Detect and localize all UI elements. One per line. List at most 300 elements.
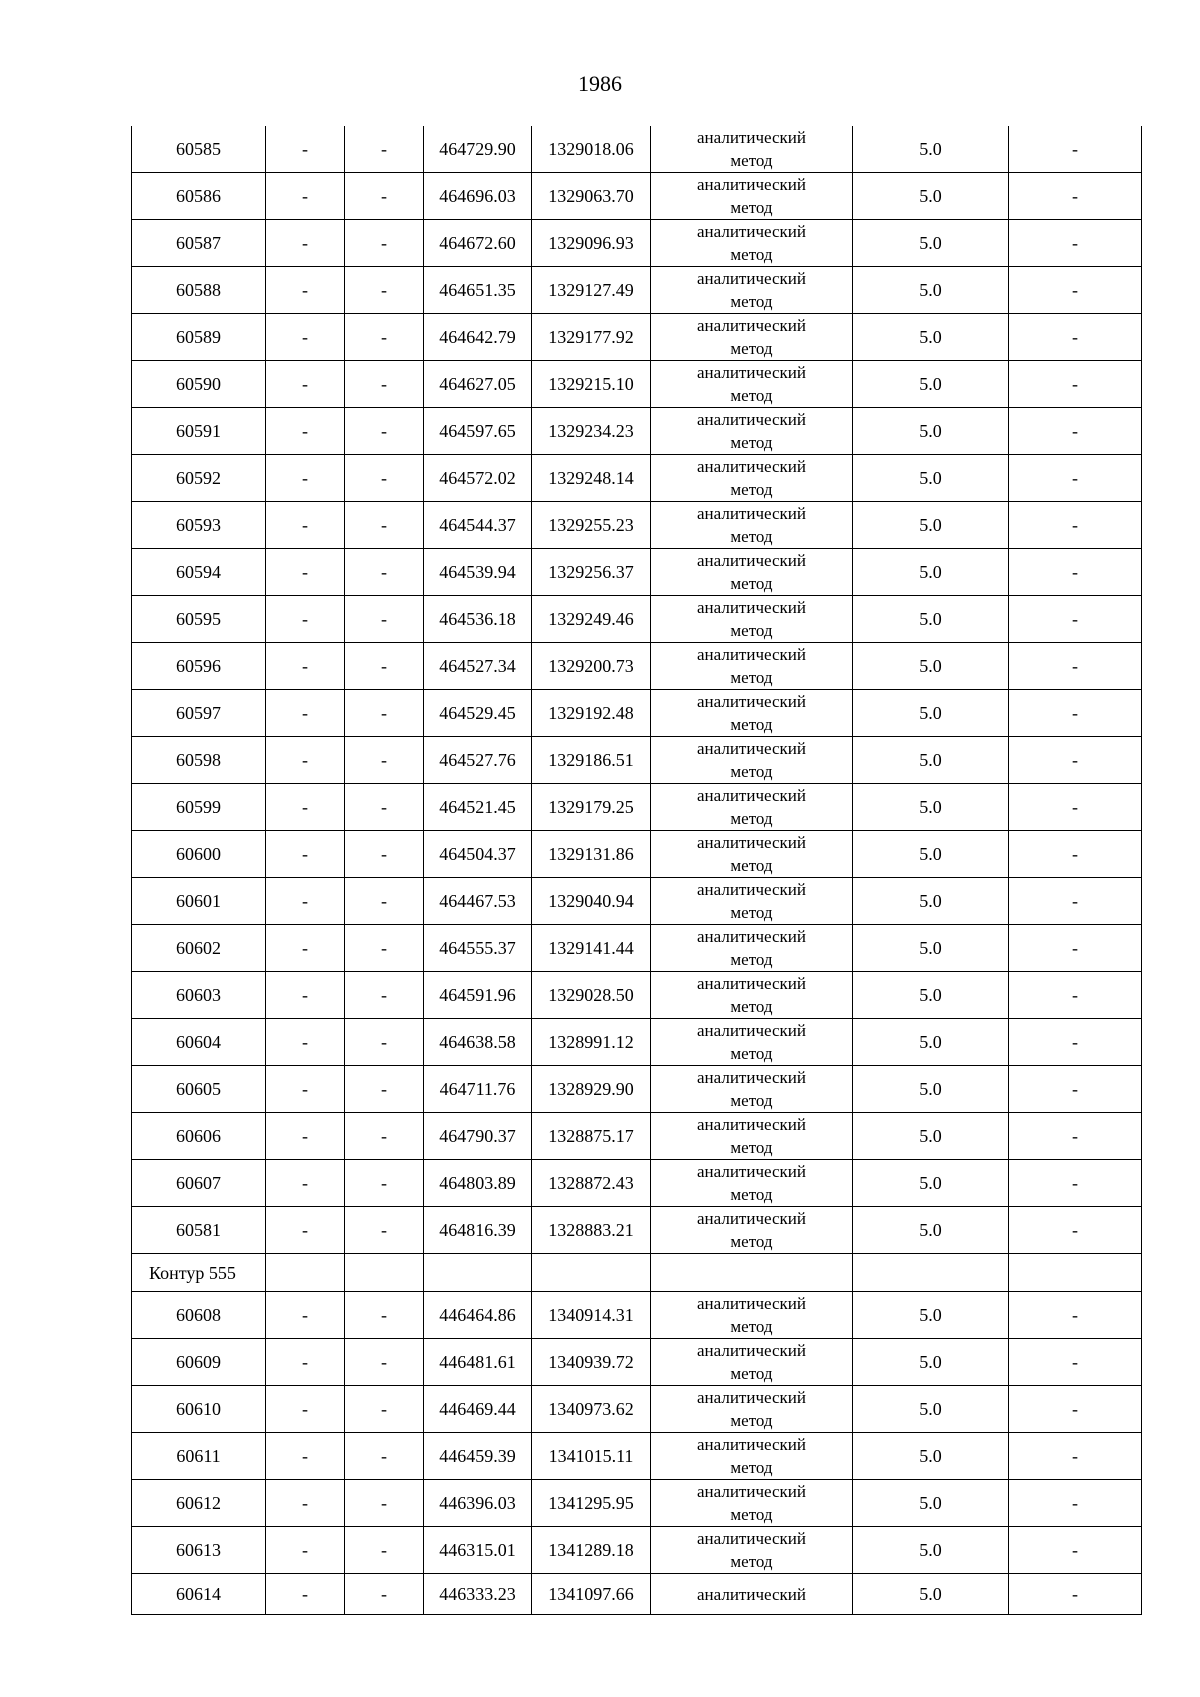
table-row	[132, 1480, 1142, 1527]
dash-cell: -	[266, 1292, 345, 1339]
y-coordinate-cell: 1329018.06	[532, 126, 651, 173]
accuracy-cell: 5.0	[853, 1019, 1009, 1066]
dash-cell: -	[345, 878, 424, 925]
point-number-cell: 60606	[132, 1113, 266, 1160]
note-cell: -	[1009, 220, 1142, 267]
accuracy-cell: 5.0	[853, 1113, 1009, 1160]
method-line: метод	[730, 1458, 773, 1477]
x-coordinate-cell: 464651.35	[424, 267, 532, 314]
empty-cell	[651, 1254, 853, 1292]
point-number-cell: 60605	[132, 1066, 266, 1113]
accuracy-cell: 5.0	[853, 267, 1009, 314]
point-number-cell: 60590	[132, 361, 266, 408]
method-line: аналитический	[697, 175, 806, 194]
dash-cell: -	[266, 455, 345, 502]
x-coordinate-cell: 464803.89	[424, 1160, 532, 1207]
method-line: метод	[730, 1138, 773, 1157]
y-coordinate-cell: 1341015.11	[532, 1433, 651, 1480]
dash-cell: -	[345, 1160, 424, 1207]
note-cell: -	[1009, 549, 1142, 596]
dash-cell: -	[345, 1386, 424, 1433]
y-coordinate-cell: 1341289.18	[532, 1527, 651, 1574]
method-cell	[651, 784, 853, 831]
dash-cell: -	[266, 737, 345, 784]
method-line: метод	[730, 621, 773, 640]
x-coordinate-cell: 446459.39	[424, 1433, 532, 1480]
method-line: аналитический	[697, 1482, 806, 1501]
table-row	[132, 690, 1142, 737]
dash-cell: -	[345, 643, 424, 690]
method-line: аналитический	[697, 598, 806, 617]
accuracy-cell: 5.0	[853, 878, 1009, 925]
dash-cell: -	[266, 1160, 345, 1207]
method-cell	[651, 1386, 853, 1433]
y-coordinate-cell: 1329248.14	[532, 455, 651, 502]
table-row	[132, 596, 1142, 643]
dash-cell: -	[345, 1113, 424, 1160]
point-number-cell: 60585	[132, 126, 266, 173]
dash-cell: -	[266, 1480, 345, 1527]
method-line: метод	[730, 339, 773, 358]
point-number-cell: 60610	[132, 1386, 266, 1433]
note-cell: -	[1009, 1160, 1142, 1207]
y-coordinate-cell: 1329141.44	[532, 925, 651, 972]
accuracy-cell: 5.0	[853, 784, 1009, 831]
note-cell: -	[1009, 925, 1142, 972]
method-line: аналитический	[697, 1341, 806, 1360]
dash-cell: -	[345, 972, 424, 1019]
method-line: аналитический	[697, 1584, 806, 1604]
dash-cell: -	[266, 1339, 345, 1386]
empty-cell	[345, 1254, 424, 1292]
table-row	[132, 878, 1142, 925]
dash-cell: -	[345, 690, 424, 737]
y-coordinate-cell: 1329127.49	[532, 267, 651, 314]
method-line: аналитический	[697, 833, 806, 852]
accuracy-cell: 5.0	[853, 690, 1009, 737]
y-coordinate-cell: 1329028.50	[532, 972, 651, 1019]
method-cell	[651, 925, 853, 972]
note-cell: -	[1009, 361, 1142, 408]
table-body	[132, 126, 1142, 1615]
method-line: аналитический	[697, 1529, 806, 1548]
table-row	[132, 408, 1142, 455]
x-coordinate-cell: 464816.39	[424, 1207, 532, 1254]
note-cell: -	[1009, 1386, 1142, 1433]
y-coordinate-cell: 1329192.48	[532, 690, 651, 737]
x-coordinate-cell: 464467.53	[424, 878, 532, 925]
y-coordinate-cell: 1340914.31	[532, 1292, 651, 1339]
table-row	[132, 1574, 1142, 1615]
method-line: аналитический	[697, 316, 806, 335]
dash-cell: -	[345, 596, 424, 643]
table-row	[132, 1019, 1142, 1066]
note-cell: -	[1009, 1527, 1142, 1574]
point-number-cell: 60587	[132, 220, 266, 267]
table-row	[132, 1113, 1142, 1160]
note-cell: -	[1009, 1066, 1142, 1113]
note-cell: -	[1009, 502, 1142, 549]
note-cell: -	[1009, 1019, 1142, 1066]
point-number-cell: 60591	[132, 408, 266, 455]
table-row	[132, 643, 1142, 690]
y-coordinate-cell: 1341295.95	[532, 1480, 651, 1527]
method-line: метод	[730, 1317, 773, 1336]
note-cell: -	[1009, 1480, 1142, 1527]
y-coordinate-cell: 1329040.94	[532, 878, 651, 925]
point-number-cell: 60612	[132, 1480, 266, 1527]
method-line: аналитический	[697, 222, 806, 241]
method-line: метод	[730, 668, 773, 687]
point-number-cell: 60611	[132, 1433, 266, 1480]
table-row	[132, 1160, 1142, 1207]
x-coordinate-cell: 464572.02	[424, 455, 532, 502]
y-coordinate-cell: 1329177.92	[532, 314, 651, 361]
x-coordinate-cell: 464696.03	[424, 173, 532, 220]
dash-cell: -	[266, 596, 345, 643]
x-coordinate-cell: 464521.45	[424, 784, 532, 831]
method-line: аналитический	[697, 269, 806, 288]
y-coordinate-cell: 1329200.73	[532, 643, 651, 690]
table-row	[132, 737, 1142, 784]
accuracy-cell: 5.0	[853, 737, 1009, 784]
method-line: аналитический	[697, 739, 806, 758]
dash-cell: -	[266, 1386, 345, 1433]
x-coordinate-cell: 464544.37	[424, 502, 532, 549]
x-coordinate-cell: 446481.61	[424, 1339, 532, 1386]
point-number-cell: 60598	[132, 737, 266, 784]
method-line: аналитический	[697, 786, 806, 805]
method-line: метод	[730, 386, 773, 405]
dash-cell: -	[266, 1433, 345, 1480]
point-number-cell: 60594	[132, 549, 266, 596]
accuracy-cell: 5.0	[853, 1574, 1009, 1615]
y-coordinate-cell: 1329255.23	[532, 502, 651, 549]
method-cell	[651, 1113, 853, 1160]
accuracy-cell: 5.0	[853, 1386, 1009, 1433]
method-line: аналитический	[697, 551, 806, 570]
note-cell: -	[1009, 1574, 1142, 1615]
point-number-cell: 60614	[132, 1574, 266, 1615]
method-cell	[651, 878, 853, 925]
method-cell	[651, 1339, 853, 1386]
dash-cell: -	[266, 878, 345, 925]
y-coordinate-cell: 1328872.43	[532, 1160, 651, 1207]
dash-cell: -	[345, 831, 424, 878]
y-coordinate-cell: 1329256.37	[532, 549, 651, 596]
method-line: метод	[730, 1044, 773, 1063]
dash-cell: -	[345, 220, 424, 267]
method-line: метод	[730, 1411, 773, 1430]
accuracy-cell: 5.0	[853, 502, 1009, 549]
method-cell	[651, 455, 853, 502]
empty-cell	[532, 1254, 651, 1292]
x-coordinate-cell: 464642.79	[424, 314, 532, 361]
method-line: аналитический	[697, 1068, 806, 1087]
dash-cell: -	[266, 1207, 345, 1254]
x-coordinate-cell: 446464.86	[424, 1292, 532, 1339]
method-line: метод	[730, 480, 773, 499]
method-line: метод	[730, 1091, 773, 1110]
point-number-cell: 60603	[132, 972, 266, 1019]
table-row	[132, 831, 1142, 878]
method-cell	[651, 220, 853, 267]
note-cell: -	[1009, 1113, 1142, 1160]
note-cell: -	[1009, 643, 1142, 690]
dash-cell: -	[266, 314, 345, 361]
dash-cell: -	[266, 1574, 345, 1615]
method-cell	[651, 126, 853, 173]
method-line: метод	[730, 1185, 773, 1204]
accuracy-cell: 5.0	[853, 220, 1009, 267]
accuracy-cell: 5.0	[853, 643, 1009, 690]
point-number-cell: 60592	[132, 455, 266, 502]
table-row	[132, 1433, 1142, 1480]
dash-cell: -	[266, 784, 345, 831]
method-line: метод	[730, 574, 773, 593]
table-row	[132, 1339, 1142, 1386]
dash-cell: -	[345, 1433, 424, 1480]
section-row	[132, 1254, 1142, 1292]
method-line: метод	[730, 1364, 773, 1383]
table-row	[132, 1066, 1142, 1113]
point-number-cell: 60604	[132, 1019, 266, 1066]
y-coordinate-cell: 1328929.90	[532, 1066, 651, 1113]
x-coordinate-cell: 464529.45	[424, 690, 532, 737]
table-row	[132, 173, 1142, 220]
method-line: метод	[730, 856, 773, 875]
dash-cell: -	[266, 1113, 345, 1160]
accuracy-cell: 5.0	[853, 549, 1009, 596]
dash-cell: -	[345, 502, 424, 549]
method-cell	[651, 1160, 853, 1207]
note-cell: -	[1009, 784, 1142, 831]
point-number-cell: 60595	[132, 596, 266, 643]
method-line: аналитический	[697, 645, 806, 664]
dash-cell: -	[266, 831, 345, 878]
table-row	[132, 1527, 1142, 1574]
method-line: метод	[730, 1552, 773, 1571]
note-cell: -	[1009, 1207, 1142, 1254]
method-line: аналитический	[697, 504, 806, 523]
y-coordinate-cell: 1329215.10	[532, 361, 651, 408]
note-cell: -	[1009, 831, 1142, 878]
method-cell	[651, 1066, 853, 1113]
dash-cell: -	[345, 549, 424, 596]
table-row	[132, 1207, 1142, 1254]
note-cell: -	[1009, 408, 1142, 455]
method-line: аналитический	[697, 692, 806, 711]
accuracy-cell: 5.0	[853, 925, 1009, 972]
dash-cell: -	[266, 502, 345, 549]
table-row	[132, 1292, 1142, 1339]
dash-cell: -	[345, 408, 424, 455]
dash-cell: -	[345, 784, 424, 831]
dash-cell: -	[345, 173, 424, 220]
x-coordinate-cell: 464790.37	[424, 1113, 532, 1160]
method-cell	[651, 1019, 853, 1066]
method-line: метод	[730, 198, 773, 217]
point-number-cell: 60600	[132, 831, 266, 878]
dash-cell: -	[266, 361, 345, 408]
point-number-cell: 60593	[132, 502, 266, 549]
method-line: метод	[730, 1232, 773, 1251]
dash-cell: -	[266, 1066, 345, 1113]
y-coordinate-cell: 1329131.86	[532, 831, 651, 878]
note-cell: -	[1009, 596, 1142, 643]
y-coordinate-cell: 1329063.70	[532, 173, 651, 220]
y-coordinate-cell: 1328883.21	[532, 1207, 651, 1254]
accuracy-cell: 5.0	[853, 173, 1009, 220]
method-line: аналитический	[697, 1388, 806, 1407]
empty-cell	[266, 1254, 345, 1292]
table-row	[132, 549, 1142, 596]
method-cell	[651, 1292, 853, 1339]
dash-cell: -	[266, 643, 345, 690]
method-line: аналитический	[697, 1162, 806, 1181]
method-line: метод	[730, 950, 773, 969]
method-cell	[651, 549, 853, 596]
y-coordinate-cell: 1329234.23	[532, 408, 651, 455]
y-coordinate-cell: 1328875.17	[532, 1113, 651, 1160]
method-line: аналитический	[697, 363, 806, 382]
point-number-cell: 60596	[132, 643, 266, 690]
y-coordinate-cell: 1340939.72	[532, 1339, 651, 1386]
x-coordinate-cell: 464627.05	[424, 361, 532, 408]
method-cell	[651, 596, 853, 643]
point-number-cell: 60588	[132, 267, 266, 314]
y-coordinate-cell: 1341097.66	[532, 1574, 651, 1615]
note-cell: -	[1009, 1433, 1142, 1480]
method-line: метод	[730, 903, 773, 922]
x-coordinate-cell: 464638.58	[424, 1019, 532, 1066]
accuracy-cell: 5.0	[853, 1339, 1009, 1386]
note-cell: -	[1009, 1339, 1142, 1386]
method-line: метод	[730, 997, 773, 1016]
y-coordinate-cell: 1329186.51	[532, 737, 651, 784]
dash-cell: -	[345, 737, 424, 784]
dash-cell: -	[266, 925, 345, 972]
table-row	[132, 267, 1142, 314]
coordinates-table	[131, 126, 1142, 1615]
method-line: аналитический	[697, 1209, 806, 1228]
dash-cell: -	[345, 1066, 424, 1113]
method-cell	[651, 1480, 853, 1527]
accuracy-cell: 5.0	[853, 1433, 1009, 1480]
table-row	[132, 784, 1142, 831]
dash-cell: -	[345, 1339, 424, 1386]
section-label: Контур 555	[132, 1254, 266, 1292]
method-cell	[651, 502, 853, 549]
method-cell	[651, 1207, 853, 1254]
x-coordinate-cell: 446469.44	[424, 1386, 532, 1433]
dash-cell: -	[345, 1019, 424, 1066]
dash-cell: -	[345, 267, 424, 314]
dash-cell: -	[266, 1019, 345, 1066]
dash-cell: -	[266, 267, 345, 314]
point-number-cell: 60613	[132, 1527, 266, 1574]
empty-cell	[424, 1254, 532, 1292]
note-cell: -	[1009, 173, 1142, 220]
point-number-cell: 60599	[132, 784, 266, 831]
accuracy-cell: 5.0	[853, 455, 1009, 502]
accuracy-cell: 5.0	[853, 361, 1009, 408]
empty-cell	[1009, 1254, 1142, 1292]
method-line: метод	[730, 292, 773, 311]
method-line: аналитический	[697, 1021, 806, 1040]
method-line: метод	[730, 1505, 773, 1524]
method-line: аналитический	[697, 410, 806, 429]
point-number-cell: 60608	[132, 1292, 266, 1339]
x-coordinate-cell: 464591.96	[424, 972, 532, 1019]
table-row	[132, 314, 1142, 361]
point-number-cell: 60607	[132, 1160, 266, 1207]
point-number-cell: 60581	[132, 1207, 266, 1254]
method-cell	[651, 690, 853, 737]
method-cell	[651, 643, 853, 690]
x-coordinate-cell: 446333.23	[424, 1574, 532, 1615]
x-coordinate-cell: 464539.94	[424, 549, 532, 596]
dash-cell: -	[345, 314, 424, 361]
dash-cell: -	[345, 1207, 424, 1254]
method-line: метод	[730, 809, 773, 828]
method-line: метод	[730, 151, 773, 170]
x-coordinate-cell: 446315.01	[424, 1527, 532, 1574]
x-coordinate-cell: 464504.37	[424, 831, 532, 878]
method-line: аналитический	[697, 927, 806, 946]
table-row	[132, 972, 1142, 1019]
note-cell: -	[1009, 878, 1142, 925]
x-coordinate-cell: 464729.90	[424, 126, 532, 173]
table-row	[132, 126, 1142, 173]
accuracy-cell: 5.0	[853, 831, 1009, 878]
method-line: аналитический	[697, 1435, 806, 1454]
empty-cell	[853, 1254, 1009, 1292]
note-cell: -	[1009, 126, 1142, 173]
accuracy-cell: 5.0	[853, 1207, 1009, 1254]
dash-cell: -	[266, 549, 345, 596]
dash-cell: -	[345, 1480, 424, 1527]
accuracy-cell: 5.0	[853, 1527, 1009, 1574]
note-cell: -	[1009, 690, 1142, 737]
method-line: аналитический	[697, 880, 806, 899]
dash-cell: -	[345, 1527, 424, 1574]
point-number-cell: 60602	[132, 925, 266, 972]
x-coordinate-cell: 464527.34	[424, 643, 532, 690]
point-number-cell: 60609	[132, 1339, 266, 1386]
method-line: аналитический	[697, 1115, 806, 1134]
accuracy-cell: 5.0	[853, 1292, 1009, 1339]
page-number: 1986	[578, 71, 622, 96]
dash-cell: -	[345, 126, 424, 173]
note-cell: -	[1009, 1292, 1142, 1339]
method-cell	[651, 173, 853, 220]
note-cell: -	[1009, 972, 1142, 1019]
table-row	[132, 925, 1142, 972]
x-coordinate-cell: 464711.76	[424, 1066, 532, 1113]
point-number-cell: 60586	[132, 173, 266, 220]
dash-cell: -	[266, 972, 345, 1019]
y-coordinate-cell: 1340973.62	[532, 1386, 651, 1433]
dash-cell: -	[345, 1574, 424, 1615]
accuracy-cell: 5.0	[853, 596, 1009, 643]
method-cell	[651, 1527, 853, 1574]
x-coordinate-cell: 464672.60	[424, 220, 532, 267]
accuracy-cell: 5.0	[853, 972, 1009, 1019]
x-coordinate-cell: 464527.76	[424, 737, 532, 784]
point-number-cell: 60589	[132, 314, 266, 361]
accuracy-cell: 5.0	[853, 126, 1009, 173]
